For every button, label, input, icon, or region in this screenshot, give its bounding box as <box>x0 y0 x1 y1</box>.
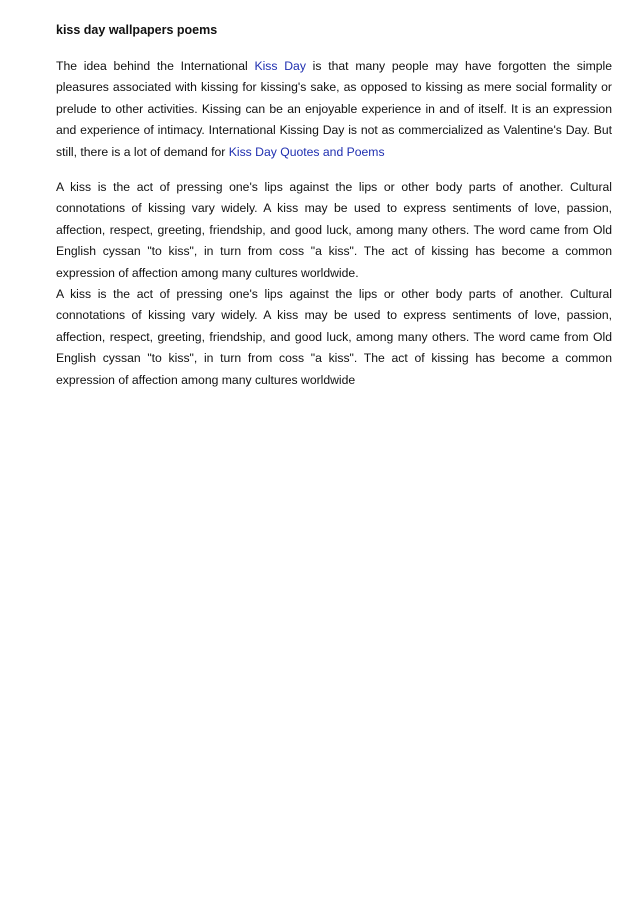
document-page <box>56 22 612 391</box>
kiss-day-link[interactable]: Kiss Day <box>254 59 306 73</box>
kiss-definition-paragraph: A kiss is the act of pressing one's lips against the lips or other body parts of another. Cultural connotations of kissing vary widely. A kiss may be used to express sentiments of love, passion, affection, respect, greeting, friendship, and good luck, among many others. The word came from Old English cyssan "to kiss", in turn from coss "a kiss". The act of kissing has become a common expression of affection among many cultures worldwide. <box>56 180 612 280</box>
document-title: kiss day wallpapers poems <box>56 23 218 37</box>
kiss-definition-paragraph-repeat: A kiss is the act of pressing one's lips against the lips or other body parts of another. Cultural connotations of kissing vary widely. A kiss may be used to express sentiments of love, passion, affection, respect, greeting, friendship, and good luck, among many others. The word came from Old English cyssan "to kiss", in turn from coss "a kiss". The act of kissing has become a common expression of affection among many cultures worldwide <box>56 287 612 387</box>
paragraph-spacer <box>56 163 612 177</box>
kiss-day-quotes-poems-link[interactable]: Kiss Day Quotes and Poems <box>228 144 385 159</box>
intro-paragraph <box>56 56 612 163</box>
intro-text-middle: is that many people may have forgotten the simple pleasures associated with kissing for kissing's sake, as opposed to kissing as mere social formality or prelude to other activities. Kissing can be an enjoyable experience in and of itself. It is an expression and experience of intimacy. International Kissing Day is not as commercialized as Valentine's Day. But still, there is a lot of demand for <box>56 59 612 159</box>
intro-text-start: The idea behind the International <box>56 59 255 73</box>
